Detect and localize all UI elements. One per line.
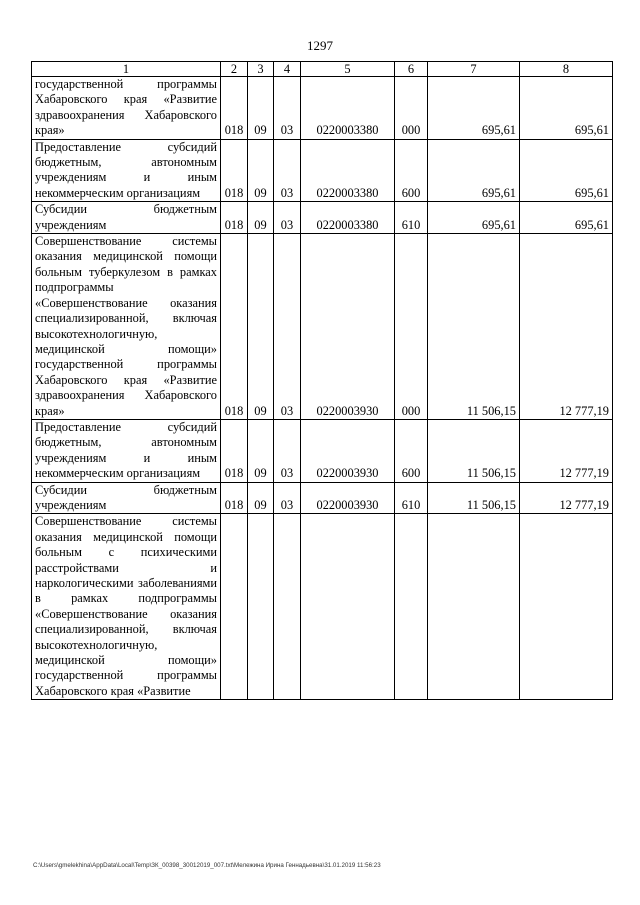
ministry-code (221, 514, 248, 700)
subsection-code: 03 (274, 419, 301, 482)
ministry-code: 018 (221, 234, 248, 420)
amount-col7: 695,61 (428, 202, 520, 234)
ministry-code: 018 (221, 202, 248, 234)
ministry-code: 018 (221, 77, 248, 140)
amount-col8 (520, 514, 613, 700)
amount-col7: 695,61 (428, 77, 520, 140)
subsection-code (274, 514, 301, 700)
table-row (32, 139, 613, 202)
expense-type-code: 000 (395, 77, 428, 140)
section-code: 09 (248, 139, 274, 202)
expense-type-code: 610 (395, 202, 428, 234)
subsection-code: 03 (274, 202, 301, 234)
section-code: 09 (248, 77, 274, 140)
row-name: Предоставление субсидий бюджетным, автономным учреждениям и иным некоммерческим организациям (32, 419, 221, 482)
target-code: 0220003930 (301, 419, 395, 482)
column-header: 4 (274, 62, 301, 77)
expense-type-code: 000 (395, 234, 428, 420)
column-header: 5 (301, 62, 395, 77)
target-code: 0220003380 (301, 202, 395, 234)
row-name: Субсидии бюджетным учреждениям (32, 482, 221, 514)
expense-type-code: 610 (395, 482, 428, 514)
amount-col8: 12 777,19 (520, 234, 613, 420)
table-row (32, 419, 613, 482)
ministry-code: 018 (221, 482, 248, 514)
target-code: 0220003380 (301, 139, 395, 202)
table-row (32, 234, 613, 420)
section-code: 09 (248, 234, 274, 420)
row-name: Субсидии бюджетным учреждениям (32, 202, 221, 234)
subsection-code: 03 (274, 482, 301, 514)
target-code: 0220003380 (301, 77, 395, 140)
table-header-row (32, 62, 613, 77)
table-row (32, 202, 613, 234)
column-header: 7 (428, 62, 520, 77)
amount-col8: 695,61 (520, 202, 613, 234)
ministry-code: 018 (221, 139, 248, 202)
section-code: 09 (248, 482, 274, 514)
ministry-code: 018 (221, 419, 248, 482)
table-row (32, 482, 613, 514)
expense-type-code (395, 514, 428, 700)
amount-col7: 695,61 (428, 139, 520, 202)
section-code: 09 (248, 202, 274, 234)
amount-col8: 695,61 (520, 139, 613, 202)
column-header: 6 (395, 62, 428, 77)
table-row (32, 514, 613, 700)
target-code: 0220003930 (301, 482, 395, 514)
column-header: 2 (221, 62, 248, 77)
subsection-code: 03 (274, 139, 301, 202)
column-header: 1 (32, 62, 221, 77)
row-name: Совершенствование системы оказания медицинской помощи больным туберкулезом в рамках подпрограммы «Совершенствование оказания специализированной, включая высокотехнологичную, медицинской помощи» государственной программы Хабаровского края «Развитие здравоохранения Хабаровского края» (32, 234, 221, 420)
amount-col7: 11 506,15 (428, 234, 520, 420)
budget-table (31, 61, 613, 700)
expense-type-code: 600 (395, 139, 428, 202)
file-path-footer: C:\Users\gmelekhina\AppData\Local\Temp\ЗК_00398_30012019_007.txt\Мележина Ирина Геннадьевна\31.01.2019 11:56:23 (33, 862, 381, 869)
amount-col8: 695,61 (520, 77, 613, 140)
column-header: 8 (520, 62, 613, 77)
amount-col8: 12 777,19 (520, 482, 613, 514)
page-number: 1297 (307, 38, 333, 53)
subsection-code: 03 (274, 234, 301, 420)
amount-col7: 11 506,15 (428, 482, 520, 514)
target-code (301, 514, 395, 700)
subsection-code: 03 (274, 77, 301, 140)
table-row (32, 77, 613, 140)
row-name: государственной программы Хабаровского края «Развитие здравоохранения Хабаровского края» (32, 77, 221, 140)
section-code (248, 514, 274, 700)
amount-col7: 11 506,15 (428, 419, 520, 482)
column-header: 3 (248, 62, 274, 77)
amount-col7 (428, 514, 520, 700)
section-code: 09 (248, 419, 274, 482)
amount-col8: 12 777,19 (520, 419, 613, 482)
expense-type-code: 600 (395, 419, 428, 482)
row-name: Предоставление субсидий бюджетным, автономным учреждениям и иным некоммерческим организациям (32, 139, 221, 202)
target-code: 0220003930 (301, 234, 395, 420)
row-name: Совершенствование системы оказания медицинской помощи больным с психическими расстройствами и наркологическими заболеваниями в рамках подпрограммы «Совершенствование оказания специализированной, включая высокотехнологичную, медицинской помощи» государственной программы Хабаровского края «Развитие (32, 514, 221, 700)
